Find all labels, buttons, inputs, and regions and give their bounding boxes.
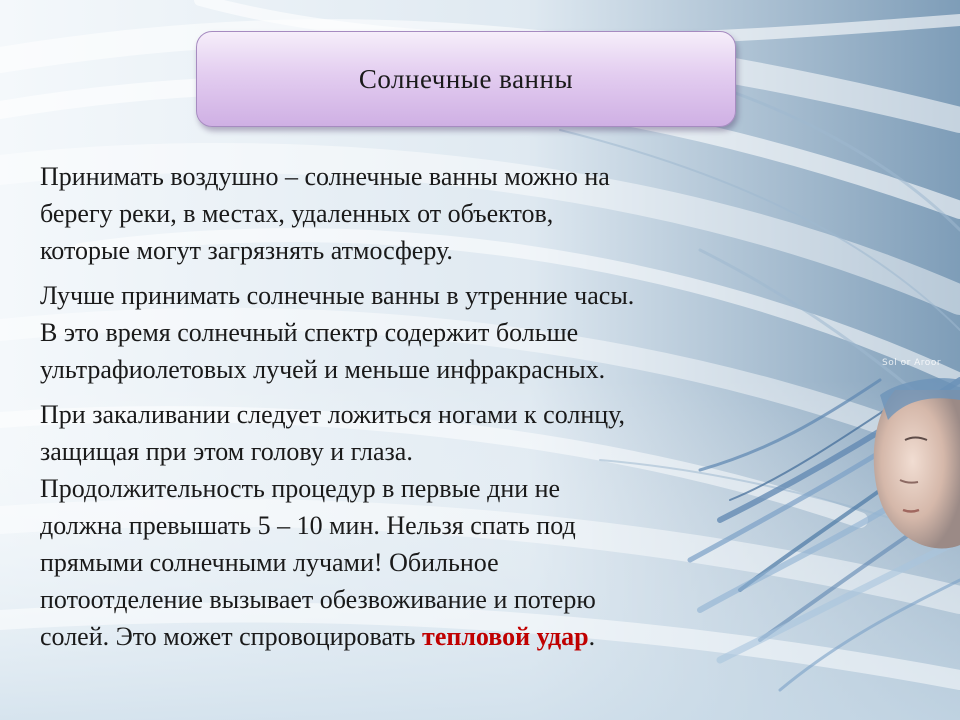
paragraph-line: должна превышать 5 – 10 мин. Нельзя спать под <box>40 511 576 540</box>
paragraph-line: ультрафиолетовых лучей и меньше инфракрасных. <box>40 355 606 384</box>
paragraph-line: При закаливании следует ложиться ногами к солнцу, <box>40 400 626 429</box>
paragraph-1 <box>40 158 820 269</box>
paragraph-line: Лучше принимать солнечные ванны в утренние часы. <box>40 281 635 310</box>
paragraph-2 <box>40 277 820 388</box>
title-box <box>196 31 736 127</box>
paragraph-line: прямыми солнечными лучами! Обильное <box>40 548 499 577</box>
paragraph-line: защищая при этом голову и глаза. <box>40 437 413 466</box>
paragraph-line: В это время солнечный спектр содержит больше <box>40 318 579 347</box>
paragraph-last-line <box>40 618 820 655</box>
content-body <box>40 158 820 663</box>
paragraph-line: берегу реки, в местах, удаленных от объектов, <box>40 199 554 228</box>
paragraph-line: которые могут загрязнять атмосферу. <box>40 236 453 265</box>
heat-stroke-highlight: тепловой удар <box>422 622 589 651</box>
paragraph-3 <box>40 396 820 655</box>
slide-title: Солнечные ванны <box>358 63 574 94</box>
paragraph-line: Продолжительность процедур в первые дни не <box>40 474 561 503</box>
watermark-text: Sol or Aroor <box>882 358 942 368</box>
paragraph-line: потоотделение вызывает обезвоживание и потерю <box>40 585 596 614</box>
paragraph-line: Принимать воздушно – солнечные ванны можно на <box>40 162 610 191</box>
last-line-suffix: . <box>588 622 596 651</box>
last-line-prefix: солей. Это может спровоцировать <box>40 622 423 651</box>
